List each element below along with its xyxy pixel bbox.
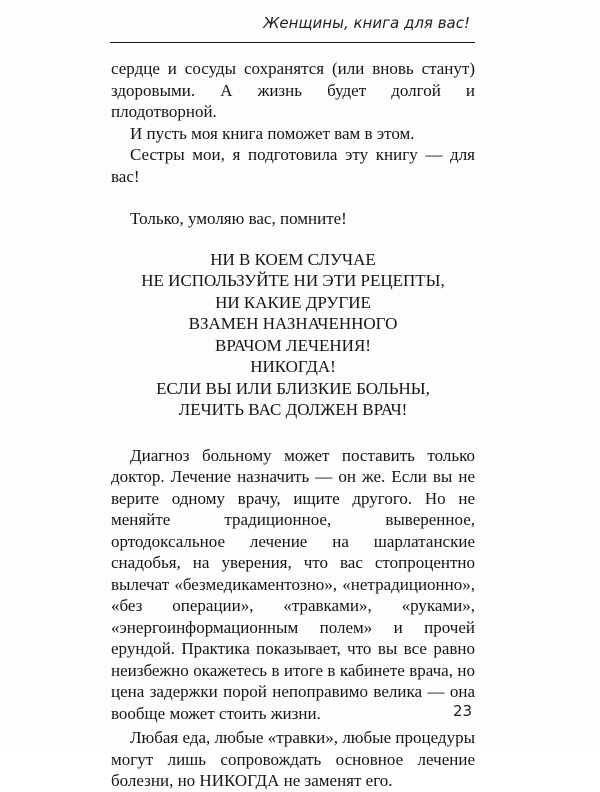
warning-line: НИ В КОЕМ СЛУЧАЕ <box>210 249 376 269</box>
warning-line: НИКОГДА! <box>250 357 336 376</box>
warning-line: НИ КАКИЕ ДРУГИЕ <box>215 292 371 312</box>
page-body <box>111 58 475 792</box>
paragraph-continuation: сердце и сосуды сохранятся (или вновь станут) здоровыми. А жизнь будет долгой и плодотворной. <box>111 59 475 121</box>
page-number: 23 <box>453 702 473 720</box>
paragraph-dedication: Сестры мои, я подготовила эту книгу — для вас! <box>111 145 475 186</box>
paragraph-remedies: Любая еда, любые «травки», любые процедуры могут лишь сопровождать основное лечение болезни, но НИКОГДА не заменят его. <box>111 728 475 790</box>
paragraph-plea: Только, умоляю вас, помните! <box>130 209 347 228</box>
header-rule <box>110 42 475 43</box>
warning-block <box>111 249 475 421</box>
warning-line: ВРАЧОМ ЛЕЧЕНИЯ! <box>215 335 371 355</box>
paragraph-wish: И пусть моя книга поможет вам в этом. <box>130 123 415 143</box>
running-head-title: Женщины, книга для вас! <box>263 14 470 32</box>
warning-line: ЕСЛИ ВЫ ИЛИ БЛИЗКИЕ БОЛЬНЫ, <box>156 378 430 398</box>
paragraph-diagnosis: Диагноз больному может поставить только доктор. Лечение назначить — он же. Если вы не верите одному врачу, ищите другого. Но не меняйте традиционное, выверенное, ортодоксальное лечение на шарлатанские снадобья, на уверения, что вас стопроцентно вылечат «безмедикаментозно», «нетрадиционно», «без операции», «травками», «руками», «энергоинформационным полем» и прочей ерундой. Практика показывает, что вы все равно неизбежно окажетесь в итоге в кабинете врача, но цена задержки порой непоправимо велика — она вообще может стоить жизни. <box>111 445 475 723</box>
warning-line: ВЗАМЕН НАЗНАЧЕННОГО <box>188 314 398 333</box>
warning-line: ЛЕЧИТЬ ВАС ДОЛЖЕН ВРАЧ! <box>178 400 408 419</box>
warning-line: НЕ ИСПОЛЬЗУЙТЕ НИ ЭТИ РЕЦЕПТЫ, <box>141 271 445 290</box>
